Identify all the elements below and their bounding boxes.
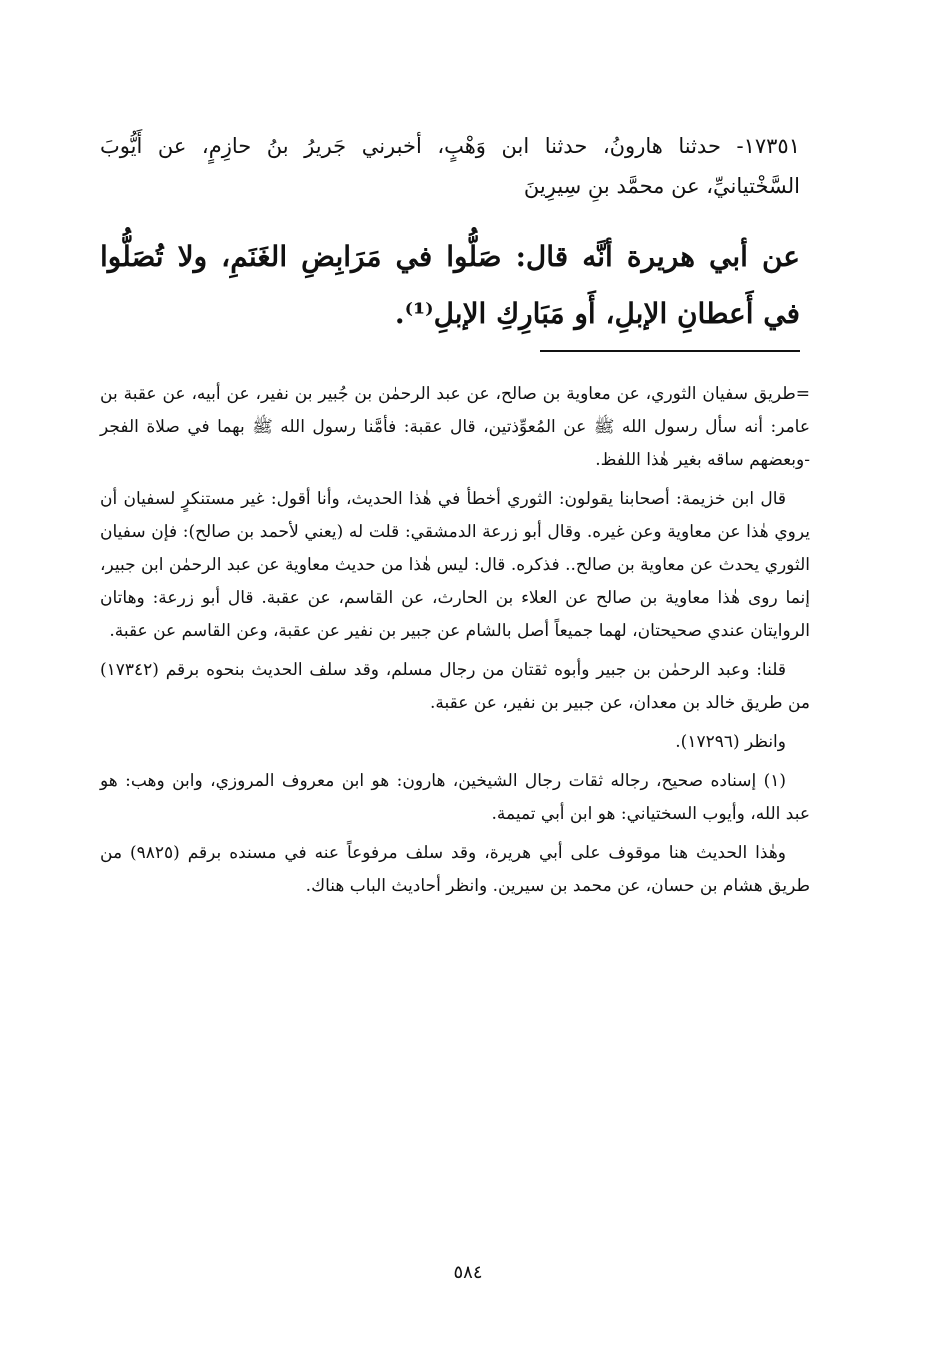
hadith-isnad: ١٧٣٥١- حدثنا هارونُ، حدثنا ابن وَهْبٍ، أخبرني جَريرُ بنُ حازِمٍ، عن أَيُّوبَ السَّخْتيانيِّ، عن محمَّد بنِ سِيرِينَ <box>100 134 800 198</box>
page-number: ٥٨٤ <box>453 1262 483 1283</box>
footnote-separator <box>540 350 800 352</box>
hadith-matn: عن أبي هريرة أنَّه قال: صَلُّوا في مَرَابِضِ الغَنَمِ، ولا تُصَلُّوا في أَعطانِ الإبلِ، أَو مَبَارِكِ الإبلِ⁽¹⁾. <box>100 240 800 330</box>
footnote-paragraph-6: وهٰذا الحديث هنا موقوف على أبي هريرة، وقد سلف مرفوعاً عنه في مسنده برقم (٩٨٢٥) من طريق هشام بن حسان، عن محمد بن سيرين. وانظر أحاديث الباب هناك. <box>100 843 810 896</box>
footnote-paragraph-2: قال ابن خزيمة: أصحابنا يقولون: الثوري أخطأ في هٰذا الحديث، وأنا أقول: غير مستنكرٍ لسفيان أن يروي هٰذا عن معاوية وعن غيره. وقال أبو زرعة الدمشقي: قلت له (يعني لأحمد بن صالح): فإن سفيان الثوري يحدث عن معاوية بن صالح.. فذكره. قال: ليس هٰذا من حديث معاوية عن عبد الرحمٰن ابن جبير، إنما روى هٰذا معاوية بن صالح عن العلاء بن الحارث، عن القاسم، عن عقبة. قال أبو زرعة: وهاتان الروايتان عندي صحيحتان، لهما جميعاً أصل بالشام عن جبير بن نفير عن عقبة، وعن القاسم عن عقبة. <box>100 489 810 641</box>
footnotes-section <box>100 378 810 909</box>
footnote-paragraph-5: (١) إسناده صحيح، رجاله ثقات رجال الشيخين، هارون: هو ابن معروف المروزي، وابن وهب: هو عبد الله، وأيوب السختياني: هو ابن أبي تميمة. <box>100 771 810 824</box>
footnote-paragraph-3: قلنا: وعبد الرحمٰن بن جبير وأبوه ثقتان من رجال مسلم، وقد سلف الحديث بنحوه برقم (١٧٣٤٢) من طريق خالد بن معدان، عن جبير بن نفير، عن عقبة. <box>100 660 810 713</box>
footnote-paragraph-1: =طريق سفيان الثوري، عن معاوية بن صالح، عن عبد الرحمٰن بن جُبير بن نفير، عن أبيه، عن عقبة بن عامر: أنه سأل رسول الله ﷺ عن المُعوِّذتين، قال عقبة: فأمَّنا رسول الله ﷺ بهما في صلاة الفجر -وبعضهم ساقه بغير هٰذا اللفظ. <box>100 384 810 470</box>
footnote-paragraph-4: وانظر (١٧٢٩٦). <box>675 732 786 752</box>
